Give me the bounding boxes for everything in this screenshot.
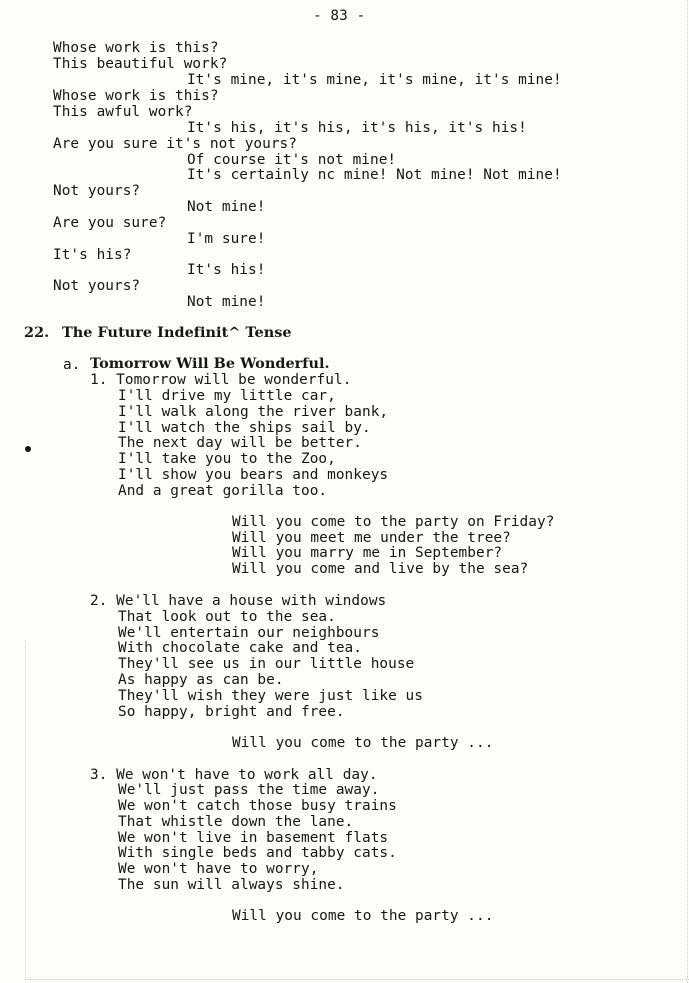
verse-line: I'll watch the ships sail by. (118, 420, 371, 436)
verse-line: And a great gorilla too. (118, 483, 328, 499)
chorus-line: Will you come and live by the sea? (232, 561, 529, 577)
verse-line: I'll take you to the Zoo, (118, 451, 336, 467)
verse-line: 3. We won't have to work all day. (90, 767, 378, 783)
dialogue-line: Whose work is this? (53, 88, 219, 104)
verse-line: The sun will always shine. (118, 877, 345, 893)
verse-line: We won't have to worry, (118, 861, 319, 877)
chorus-line: Will you come to the party on Friday? (232, 514, 555, 530)
verse-line: 2. We'll have a house with windows (90, 593, 387, 609)
section-title: The Future Indefinit^ Tense (62, 324, 292, 341)
dialogue-line: Are you sure it's not yours? (53, 136, 297, 152)
dialogue-line: Not yours? (53, 278, 141, 294)
verse-line: I'll show you bears and monkeys (118, 467, 389, 483)
verse-line: They'll see us in our little house (118, 656, 415, 672)
verse-line: 1. Tomorrow will be wonderful. (90, 372, 352, 388)
section-number: 22. (24, 324, 50, 341)
dialogue-line: Not mine! (187, 199, 266, 215)
dialogue-line: This awful work? (53, 104, 193, 120)
verse-line: So happy, bright and free. (118, 704, 345, 720)
verse-line: I'll drive my little car, (118, 388, 336, 404)
page-edge-bottom (26, 979, 689, 980)
dialogue-line: This beautiful work? (53, 56, 228, 72)
page-edge-right (687, 0, 688, 983)
verse-line: The next day will be better. (118, 435, 362, 451)
ink-dot (25, 446, 31, 452)
dialogue-line: It's his? (53, 247, 132, 263)
chorus-line: Will you meet me under the tree? (232, 530, 511, 546)
verse-line: With chocolate cake and tea. (118, 640, 362, 656)
verse-line: I'll walk along the river bank, (118, 404, 389, 420)
verse-line: They'll wish they were just like us (118, 688, 423, 704)
page-number: - 83 - (313, 8, 366, 24)
chorus-line: Will you marry me in September? (232, 545, 503, 561)
verse-line: We'll entertain our neighbours (118, 625, 380, 641)
verse-line: We'll just pass the time away. (118, 782, 380, 798)
verse-line: That look out to the sea. (118, 609, 336, 625)
verse-line: We won't catch those busy trains (118, 798, 397, 814)
dialogue-line: Are you sure? (53, 215, 167, 231)
page-edge-left (25, 640, 26, 980)
verse-line: That whistle down the lane. (118, 814, 354, 830)
verse-line: As happy as can be. (118, 672, 284, 688)
subsection-title: Tomorrow Will Be Wonderful. (90, 355, 330, 372)
verse-line: We won't live in basement flats (118, 830, 389, 846)
refrain-line: Will you come to the party ... (232, 908, 494, 924)
dialogue-line: It's his, it's his, it's his, it's his! (187, 120, 527, 136)
dialogue-line: Not yours? (53, 183, 141, 199)
dialogue-line: Of course it's not mine! (187, 152, 397, 168)
dialogue-line: It's certainly nc mine! Not mine! Not mine! (187, 167, 562, 183)
refrain-line: Will you come to the party ... (232, 735, 494, 751)
dialogue-line: It's his! (187, 262, 266, 278)
dialogue-line: It's mine, it's mine, it's mine, it's mine! (187, 72, 562, 88)
dialogue-line: Not mine! (187, 294, 266, 310)
subsection-letter: a. (63, 357, 81, 373)
dialogue-line: I'm sure! (187, 231, 266, 247)
dialogue-line: Whose work is this? (53, 40, 219, 56)
verse-line: With single beds and tabby cats. (118, 845, 397, 861)
